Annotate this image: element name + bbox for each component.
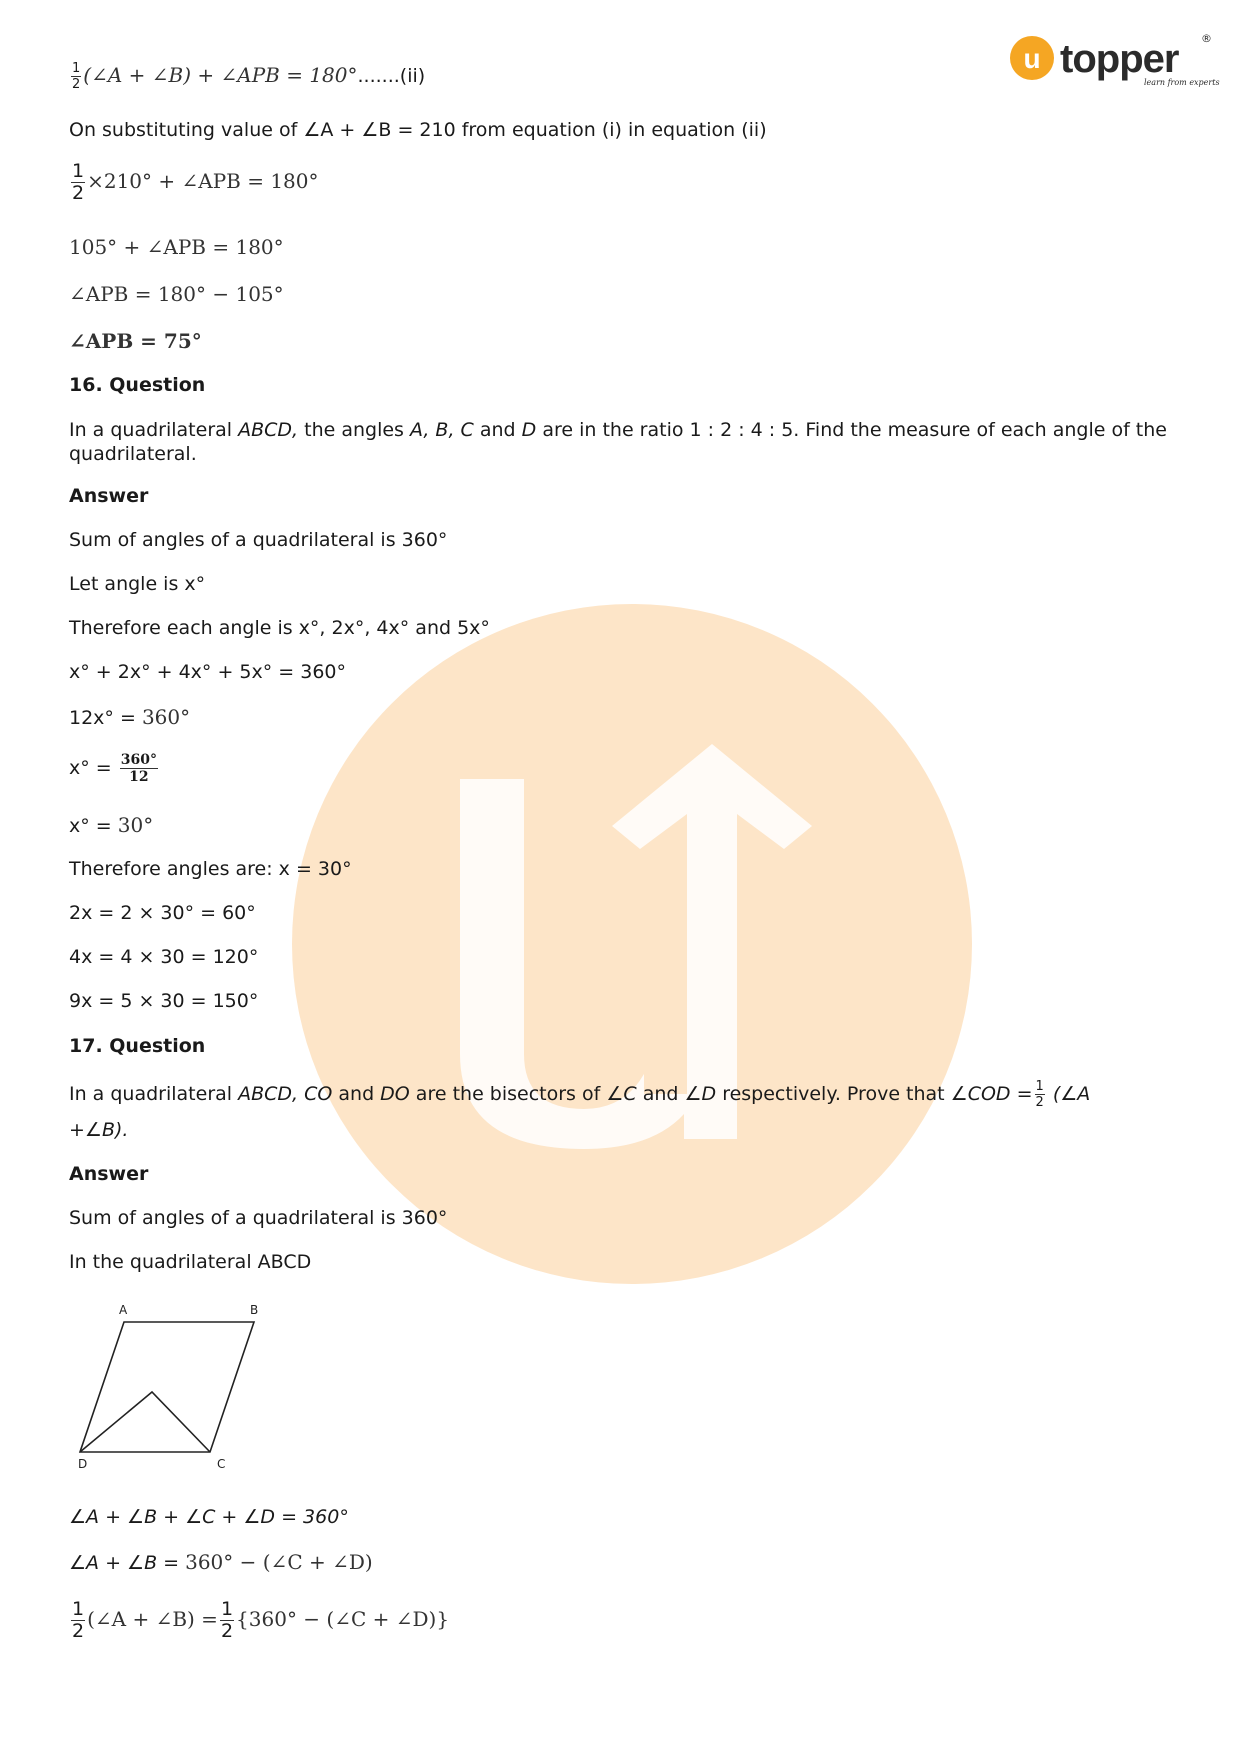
watermark-logo (292, 604, 972, 1284)
q17-text-line1: In a quadrilateral ABCD, CO and DO are the bisectors of ∠C and ∠D respectively. Prove that ∠COD = $\frac{1}{2}$ (∠A (69, 1079, 1091, 1110)
q17-heading: 17. Question (69, 1035, 206, 1057)
equation-step-2: 105° + ∠APB = 180° (69, 235, 284, 259)
label-a: A (119, 1303, 128, 1317)
q16-answer-heading: Answer (69, 485, 149, 507)
svg-text:®: ® (1201, 32, 1212, 45)
q17-text-line2: +∠B). (69, 1119, 129, 1141)
q17-line: Sum of angles of a quadrilateral is 360° (69, 1207, 448, 1229)
fraction-half: $\frac{1}{2}$ (72, 1598, 85, 1642)
q16-line: 9x = 5 × 30 = 150° (69, 990, 259, 1012)
utopper-logo (1008, 30, 1220, 94)
svg-text:learn from experts: learn from experts (1144, 78, 1220, 87)
q17-line: In the quadrilateral ABCD (69, 1251, 312, 1273)
q16-line: Therefore each angle is x°, 2x°, 4x° and 5x° (69, 617, 490, 639)
q16-line: Sum of angles of a quadrilateral is 360° (69, 529, 448, 551)
q16-line: 2x = 2 × 30° = 60° (69, 902, 256, 924)
q17-eq-3: $\frac{1}{2}$ (∠A + ∠B) = $\frac{1}{2}$ {360° − (∠C + ∠D)} (72, 1598, 450, 1642)
q16-heading: 16. Question (69, 374, 206, 396)
equation-step-1: $\frac{1}{2}$ ×210° + ∠APB = 180° (72, 160, 319, 204)
substitution-text: On substituting value of ∠A + ∠B = 210 from equation (i) in equation (ii) (69, 119, 767, 141)
svg-text:u: u (1023, 43, 1041, 74)
q17-eq-1: ∠A + ∠B + ∠C + ∠D = 360° (69, 1506, 349, 1528)
q16-text: In a quadrilateral ABCD, the angles A, B, C and D are in the ratio 1 : 2 : 4 : 5. Find the measure of each angle of the quadrilateral. (69, 419, 1167, 465)
label-b: B (250, 1303, 259, 1317)
fraction-half: $\frac{1}{2}$ (1035, 1079, 1044, 1110)
label-d: D (78, 1457, 88, 1471)
quadrilateral-shape (80, 1322, 254, 1452)
fraction-half: $\frac{1}{2}$ (72, 61, 81, 92)
q17-eq-2: ∠A + ∠B = 360° − (∠C + ∠D) (69, 1550, 373, 1574)
equation-step-4: ∠APB = 75° (69, 329, 202, 353)
equation-step-3: ∠APB = 180° − 105° (69, 282, 284, 306)
q16-line: x° = 30° (69, 813, 154, 837)
equation-ii: $\frac{1}{2}$ (∠A + ∠B) + ∠APB = 180°.......(ii) (72, 61, 426, 92)
fraction-360-12: $\frac{360^\circ}{12}$ (120, 752, 157, 785)
q16-line: 4x = 4 × 30 = 120° (69, 946, 259, 968)
fraction-half: $\frac{1}{2}$ (72, 160, 85, 204)
q16-line: x° + 2x° + 4x° + 5x° = 360° (69, 661, 347, 683)
q17-answer-heading: Answer (69, 1163, 149, 1185)
label-c: C (217, 1457, 226, 1471)
q16-line: Therefore angles are: x = 30° (69, 858, 352, 880)
fraction-half: $\frac{1}{2}$ (220, 1598, 234, 1642)
quadrilateral-diagram (77, 1300, 277, 1470)
bisector-lines (80, 1392, 210, 1452)
svg-text:topper: topper (1060, 37, 1179, 81)
q16-line: 12x° = 360° (69, 705, 191, 729)
q16-line: Let angle is x° (69, 573, 206, 595)
q16-line: x° = $\frac{360^\circ}{12}$ (69, 752, 157, 785)
